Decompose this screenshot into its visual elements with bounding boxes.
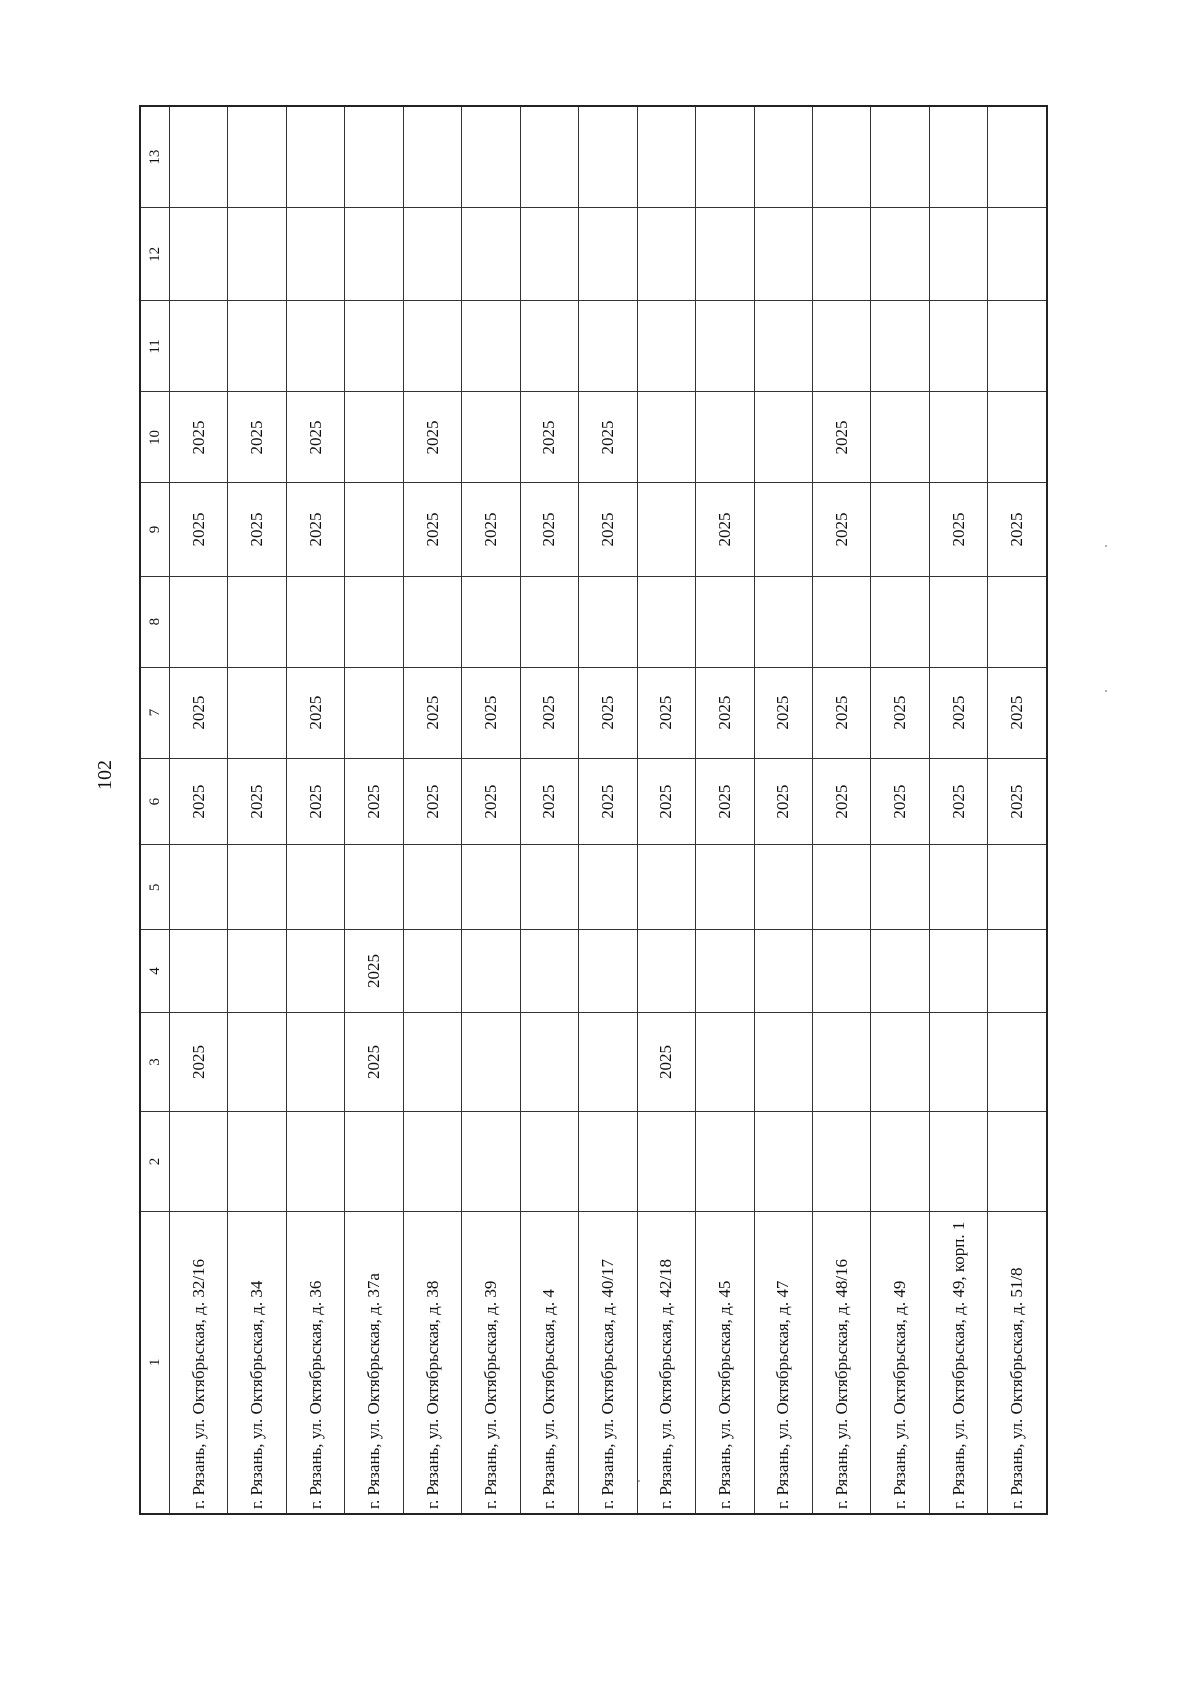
year-cell-col-9: 2025 <box>696 483 754 576</box>
schedule-table <box>139 105 1048 1515</box>
year-cell-col-13 <box>579 106 637 208</box>
table-row <box>170 106 228 1514</box>
year-cell-col-13 <box>520 106 578 208</box>
year-cell-col-12 <box>462 208 520 301</box>
address-cell: г. Рязань, ул. Октябрьская, д. 39 <box>462 1211 520 1514</box>
year-cell-col-10: 2025 <box>403 392 461 483</box>
address-cell: г. Рязань, ул. Октябрьская, д. 47 <box>754 1211 812 1514</box>
address-cell: г. Рязань, ул. Октябрьская, д. 4 <box>520 1211 578 1514</box>
year-cell-col-4 <box>286 930 344 1013</box>
year-cell-col-10 <box>871 392 929 483</box>
year-cell-col-2 <box>871 1112 929 1212</box>
year-cell-col-9: 2025 <box>929 483 987 576</box>
table-row <box>696 106 754 1514</box>
year-cell-col-7: 2025 <box>462 667 520 758</box>
year-cell-col-4 <box>754 930 812 1013</box>
year-cell-col-11 <box>696 301 754 392</box>
year-cell-col-4: 2025 <box>345 930 403 1013</box>
year-cell-col-12 <box>812 208 870 301</box>
scan-speck <box>638 1480 640 1482</box>
year-cell-col-12 <box>871 208 929 301</box>
table-header <box>140 106 170 1514</box>
year-cell-col-9: 2025 <box>812 483 870 576</box>
year-cell-col-10: 2025 <box>170 392 228 483</box>
column-header-12: 12 <box>140 208 170 301</box>
column-header-10: 10 <box>140 392 170 483</box>
year-cell-col-10: 2025 <box>812 392 870 483</box>
year-cell-col-11 <box>871 301 929 392</box>
year-cell-col-2 <box>579 1112 637 1212</box>
year-cell-col-4 <box>812 930 870 1013</box>
table-row <box>929 106 987 1514</box>
year-cell-col-8 <box>403 576 461 667</box>
address-cell: г. Рязань, ул. Октябрьская, д. 34 <box>228 1211 286 1514</box>
year-cell-col-9: 2025 <box>520 483 578 576</box>
year-cell-col-4 <box>462 930 520 1013</box>
year-cell-col-10 <box>988 392 1047 483</box>
year-cell-col-7: 2025 <box>812 667 870 758</box>
year-cell-col-12 <box>637 208 695 301</box>
year-cell-col-11 <box>228 301 286 392</box>
year-cell-col-5 <box>170 845 228 930</box>
year-cell-col-4 <box>579 930 637 1013</box>
year-cell-col-11 <box>754 301 812 392</box>
year-cell-col-8 <box>754 576 812 667</box>
year-cell-col-13 <box>637 106 695 208</box>
year-cell-col-9 <box>637 483 695 576</box>
year-cell-col-12 <box>286 208 344 301</box>
column-header-4: 4 <box>140 930 170 1013</box>
address-cell: г. Рязань, ул. Октябрьская, д. 51/8 <box>988 1211 1047 1514</box>
year-cell-col-12 <box>345 208 403 301</box>
year-cell-col-10 <box>462 392 520 483</box>
year-cell-col-7: 2025 <box>754 667 812 758</box>
year-cell-col-2 <box>812 1112 870 1212</box>
year-cell-col-10: 2025 <box>579 392 637 483</box>
column-header-9: 9 <box>140 483 170 576</box>
year-cell-col-10 <box>637 392 695 483</box>
year-cell-col-4 <box>988 930 1047 1013</box>
year-cell-col-9: 2025 <box>462 483 520 576</box>
scan-speck <box>1105 545 1107 547</box>
year-cell-col-13 <box>754 106 812 208</box>
year-cell-col-11 <box>929 301 987 392</box>
year-cell-col-5 <box>812 845 870 930</box>
year-cell-col-9: 2025 <box>403 483 461 576</box>
year-cell-col-3 <box>228 1012 286 1112</box>
page-number: 102 <box>94 760 116 790</box>
year-cell-col-3 <box>988 1012 1047 1112</box>
year-cell-col-4 <box>520 930 578 1013</box>
year-cell-col-3: 2025 <box>170 1012 228 1112</box>
year-cell-col-13 <box>403 106 461 208</box>
year-cell-col-6: 2025 <box>812 758 870 845</box>
year-cell-col-10 <box>929 392 987 483</box>
year-cell-col-11 <box>286 301 344 392</box>
year-cell-col-12 <box>696 208 754 301</box>
column-header-2: 2 <box>140 1112 170 1212</box>
year-cell-col-8 <box>228 576 286 667</box>
year-cell-col-2 <box>345 1112 403 1212</box>
rotated-table-container <box>139 105 1048 1515</box>
table-row <box>520 106 578 1514</box>
table-row <box>871 106 929 1514</box>
year-cell-col-6: 2025 <box>929 758 987 845</box>
year-cell-col-8 <box>286 576 344 667</box>
year-cell-col-2 <box>462 1112 520 1212</box>
year-cell-col-2 <box>696 1112 754 1212</box>
column-header-5: 5 <box>140 845 170 930</box>
year-cell-col-2 <box>754 1112 812 1212</box>
year-cell-col-13 <box>696 106 754 208</box>
year-cell-col-7: 2025 <box>520 667 578 758</box>
year-cell-col-9: 2025 <box>286 483 344 576</box>
scan-speck <box>1105 690 1107 692</box>
year-cell-col-5 <box>696 845 754 930</box>
year-cell-col-13 <box>812 106 870 208</box>
year-cell-col-5 <box>988 845 1047 930</box>
year-cell-col-3 <box>812 1012 870 1112</box>
year-cell-col-12 <box>754 208 812 301</box>
year-cell-col-4 <box>929 930 987 1013</box>
year-cell-col-12 <box>520 208 578 301</box>
year-cell-col-7 <box>345 667 403 758</box>
year-cell-col-12 <box>170 208 228 301</box>
address-cell: г. Рязань, ул. Октябрьская, д. 40/17 <box>579 1211 637 1514</box>
year-cell-col-11 <box>345 301 403 392</box>
year-cell-col-13 <box>286 106 344 208</box>
year-cell-col-7: 2025 <box>871 667 929 758</box>
year-cell-col-6: 2025 <box>637 758 695 845</box>
year-cell-col-2 <box>403 1112 461 1212</box>
table-row <box>345 106 403 1514</box>
year-cell-col-10 <box>345 392 403 483</box>
year-cell-col-11 <box>579 301 637 392</box>
year-cell-col-9 <box>871 483 929 576</box>
year-cell-col-9 <box>754 483 812 576</box>
table-row <box>637 106 695 1514</box>
year-cell-col-11 <box>988 301 1047 392</box>
column-header-8: 8 <box>140 576 170 667</box>
year-cell-col-11 <box>170 301 228 392</box>
year-cell-col-4 <box>228 930 286 1013</box>
year-cell-col-2 <box>286 1112 344 1212</box>
table-row <box>579 106 637 1514</box>
year-cell-col-10: 2025 <box>228 392 286 483</box>
year-cell-col-3 <box>579 1012 637 1112</box>
table-row <box>403 106 461 1514</box>
year-cell-col-2 <box>228 1112 286 1212</box>
table-row <box>812 106 870 1514</box>
year-cell-col-10: 2025 <box>286 392 344 483</box>
address-cell: г. Рязань, ул. Октябрьская, д. 38 <box>403 1211 461 1514</box>
year-cell-col-9: 2025 <box>579 483 637 576</box>
year-cell-col-6: 2025 <box>403 758 461 845</box>
table-row <box>462 106 520 1514</box>
year-cell-col-3 <box>462 1012 520 1112</box>
year-cell-col-9: 2025 <box>170 483 228 576</box>
year-cell-col-8 <box>871 576 929 667</box>
year-cell-col-12 <box>403 208 461 301</box>
year-cell-col-9 <box>345 483 403 576</box>
year-cell-col-12 <box>579 208 637 301</box>
header-row <box>140 106 170 1514</box>
year-cell-col-3 <box>520 1012 578 1112</box>
year-cell-col-13 <box>170 106 228 208</box>
column-header-6: 6 <box>140 758 170 845</box>
year-cell-col-3 <box>871 1012 929 1112</box>
column-header-11: 11 <box>140 301 170 392</box>
year-cell-col-7: 2025 <box>579 667 637 758</box>
year-cell-col-8 <box>520 576 578 667</box>
year-cell-col-13 <box>345 106 403 208</box>
year-cell-col-7: 2025 <box>286 667 344 758</box>
table-row <box>228 106 286 1514</box>
year-cell-col-3 <box>403 1012 461 1112</box>
address-cell: г. Рязань, ул. Октябрьская, д. 32/16 <box>170 1211 228 1514</box>
year-cell-col-2 <box>170 1112 228 1212</box>
year-cell-col-11 <box>812 301 870 392</box>
year-cell-col-4 <box>696 930 754 1013</box>
year-cell-col-5 <box>637 845 695 930</box>
table-row <box>754 106 812 1514</box>
column-header-1: 1 <box>140 1211 170 1514</box>
year-cell-col-4 <box>637 930 695 1013</box>
year-cell-col-10 <box>696 392 754 483</box>
column-header-7: 7 <box>140 667 170 758</box>
year-cell-col-4 <box>170 930 228 1013</box>
year-cell-col-10: 2025 <box>520 392 578 483</box>
table-row <box>988 106 1047 1514</box>
year-cell-col-5 <box>345 845 403 930</box>
year-cell-col-3: 2025 <box>345 1012 403 1112</box>
year-cell-col-6: 2025 <box>754 758 812 845</box>
year-cell-col-9: 2025 <box>228 483 286 576</box>
year-cell-col-6: 2025 <box>579 758 637 845</box>
year-cell-col-6: 2025 <box>696 758 754 845</box>
year-cell-col-7: 2025 <box>696 667 754 758</box>
year-cell-col-7: 2025 <box>988 667 1047 758</box>
year-cell-col-5 <box>579 845 637 930</box>
year-cell-col-5 <box>520 845 578 930</box>
address-cell: г. Рязань, ул. Октябрьская, д. 49, корп. 1 <box>929 1211 987 1514</box>
year-cell-col-11 <box>637 301 695 392</box>
year-cell-col-3 <box>754 1012 812 1112</box>
column-header-3: 3 <box>140 1012 170 1112</box>
column-header-13: 13 <box>140 106 170 208</box>
year-cell-col-8 <box>929 576 987 667</box>
year-cell-col-11 <box>520 301 578 392</box>
year-cell-col-3 <box>929 1012 987 1112</box>
year-cell-col-5 <box>286 845 344 930</box>
year-cell-col-2 <box>520 1112 578 1212</box>
address-cell: г. Рязань, ул. Октябрьская, д. 45 <box>696 1211 754 1514</box>
address-cell: г. Рязань, ул. Октябрьская, д. 49 <box>871 1211 929 1514</box>
year-cell-col-8 <box>462 576 520 667</box>
address-cell: г. Рязань, ул. Октябрьская, д. 48/16 <box>812 1211 870 1514</box>
year-cell-col-6: 2025 <box>520 758 578 845</box>
year-cell-col-7: 2025 <box>929 667 987 758</box>
year-cell-col-6: 2025 <box>170 758 228 845</box>
year-cell-col-11 <box>462 301 520 392</box>
year-cell-col-8 <box>637 576 695 667</box>
year-cell-col-5 <box>929 845 987 930</box>
year-cell-col-8 <box>345 576 403 667</box>
year-cell-col-6: 2025 <box>988 758 1047 845</box>
year-cell-col-6: 2025 <box>228 758 286 845</box>
year-cell-col-5 <box>228 845 286 930</box>
year-cell-col-5 <box>871 845 929 930</box>
year-cell-col-5 <box>754 845 812 930</box>
year-cell-col-3: 2025 <box>637 1012 695 1112</box>
year-cell-col-8 <box>579 576 637 667</box>
year-cell-col-13 <box>871 106 929 208</box>
year-cell-col-5 <box>403 845 461 930</box>
address-cell: г. Рязань, ул. Октябрьская, д. 36 <box>286 1211 344 1514</box>
year-cell-col-2 <box>637 1112 695 1212</box>
year-cell-col-8 <box>696 576 754 667</box>
year-cell-col-7: 2025 <box>403 667 461 758</box>
year-cell-col-12 <box>988 208 1047 301</box>
table-row <box>286 106 344 1514</box>
year-cell-col-13 <box>988 106 1047 208</box>
table-body <box>170 106 1048 1514</box>
year-cell-col-9: 2025 <box>988 483 1047 576</box>
year-cell-col-6: 2025 <box>871 758 929 845</box>
year-cell-col-8 <box>170 576 228 667</box>
year-cell-col-10 <box>754 392 812 483</box>
year-cell-col-13 <box>462 106 520 208</box>
year-cell-col-7: 2025 <box>637 667 695 758</box>
year-cell-col-8 <box>988 576 1047 667</box>
year-cell-col-2 <box>988 1112 1047 1212</box>
year-cell-col-8 <box>812 576 870 667</box>
year-cell-col-4 <box>403 930 461 1013</box>
year-cell-col-7 <box>228 667 286 758</box>
year-cell-col-6: 2025 <box>286 758 344 845</box>
year-cell-col-3 <box>286 1012 344 1112</box>
year-cell-col-5 <box>462 845 520 930</box>
year-cell-col-2 <box>929 1112 987 1212</box>
year-cell-col-6: 2025 <box>462 758 520 845</box>
address-cell: г. Рязань, ул. Октябрьская, д. 37а <box>345 1211 403 1514</box>
year-cell-col-11 <box>403 301 461 392</box>
year-cell-col-6: 2025 <box>345 758 403 845</box>
year-cell-col-13 <box>929 106 987 208</box>
year-cell-col-3 <box>696 1012 754 1112</box>
address-cell: г. Рязань, ул. Октябрьская, д. 42/18 <box>637 1211 695 1514</box>
year-cell-col-7: 2025 <box>170 667 228 758</box>
year-cell-col-4 <box>871 930 929 1013</box>
year-cell-col-12 <box>228 208 286 301</box>
year-cell-col-13 <box>228 106 286 208</box>
year-cell-col-12 <box>929 208 987 301</box>
